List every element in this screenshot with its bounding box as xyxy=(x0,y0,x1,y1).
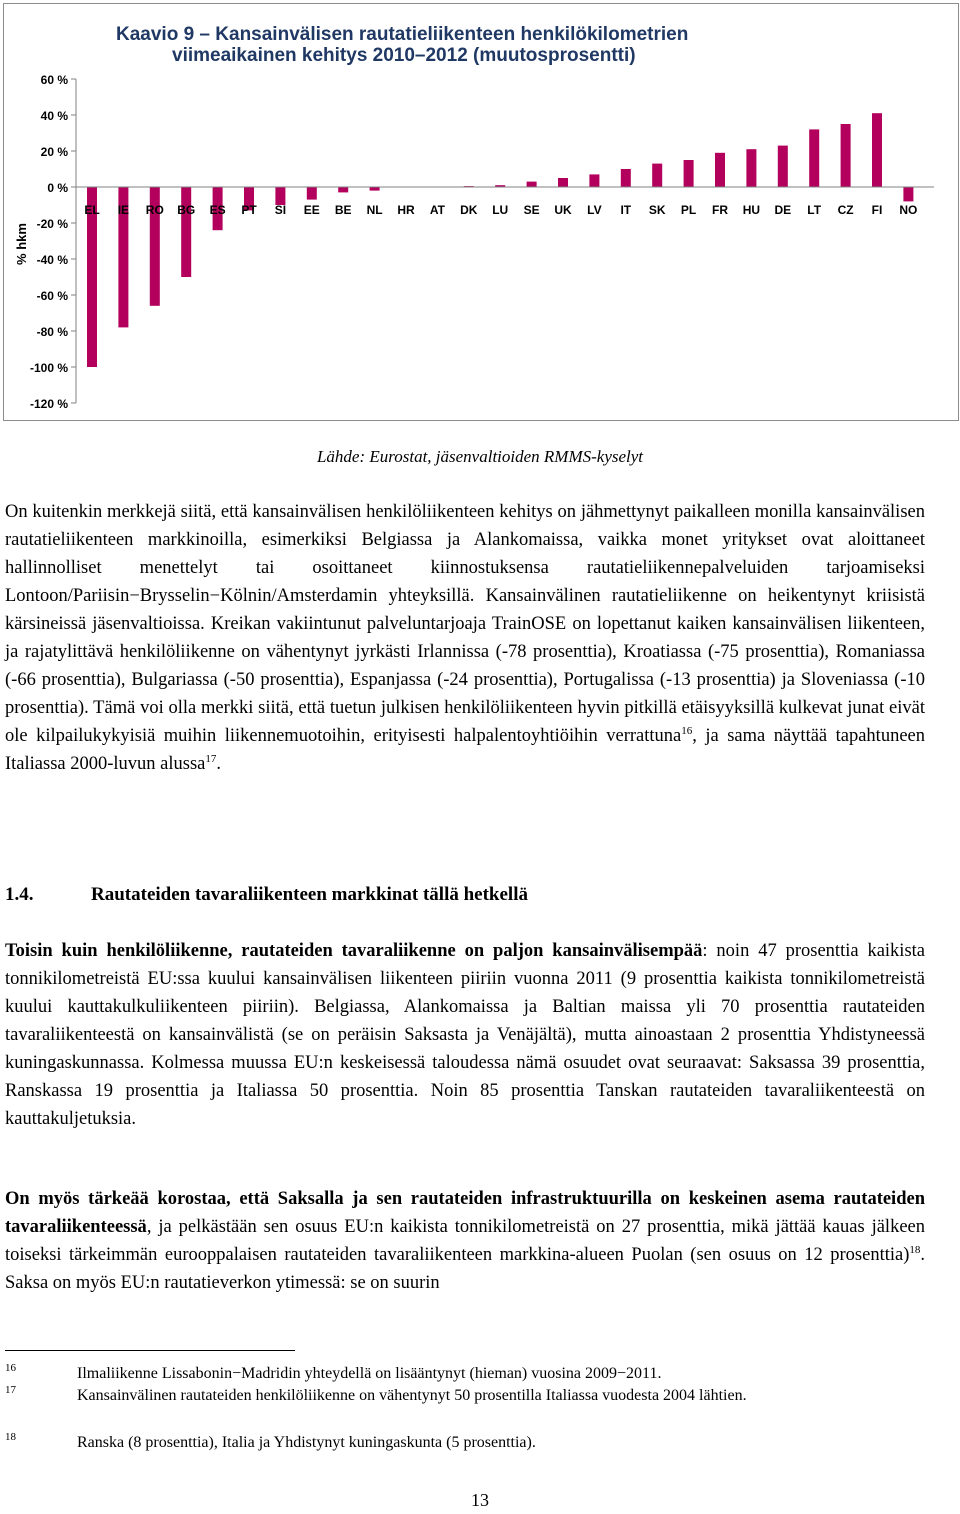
x-tick-label: NO xyxy=(899,203,918,217)
section-title: Rautateiden tavaraliikenteen markkinat tällä hetkellä xyxy=(91,884,528,905)
y-tick-label: -20 % xyxy=(36,217,68,231)
footnote-ref-16[interactable]: 16 xyxy=(681,724,693,737)
chart-plot-area xyxy=(30,73,934,411)
bar-CZ xyxy=(841,124,851,187)
bar-HU xyxy=(746,149,756,187)
x-tick-label: HU xyxy=(742,203,761,217)
x-tick-label: DK xyxy=(460,203,478,217)
x-tick-label: EE xyxy=(303,203,320,217)
y-tick-label: 0 % xyxy=(47,181,68,195)
y-tick-label: -120 % xyxy=(29,397,68,411)
x-tick-label: SI xyxy=(274,203,287,217)
section-number: 1.4. xyxy=(5,884,34,905)
paragraph-1 xyxy=(5,498,925,778)
bar-NO xyxy=(903,187,913,201)
bar-NL xyxy=(370,187,380,191)
bar-BG xyxy=(181,187,191,277)
bar-chart xyxy=(4,4,958,420)
chart-container xyxy=(3,3,959,421)
x-tick-label: BE xyxy=(334,203,352,217)
x-tick-label: FR xyxy=(712,203,728,217)
bar-BE xyxy=(338,187,348,192)
chart-source: Lähde: Eurostat, jäsenvaltioiden RMMS-kyselyt xyxy=(316,447,644,466)
page-number: 13 xyxy=(471,1490,489,1510)
y-tick-label: -60 % xyxy=(36,289,68,303)
x-tick-label: FI xyxy=(871,203,883,217)
bar-FI xyxy=(872,113,882,187)
footnote-17 xyxy=(5,1385,925,1407)
bar-EE xyxy=(307,187,317,200)
footnote-divider xyxy=(5,1350,295,1351)
footnote-ref-17[interactable]: 17 xyxy=(205,752,217,765)
x-tick-label: IT xyxy=(620,203,632,217)
footnote-18 xyxy=(5,1432,925,1454)
x-tick-label: ES xyxy=(209,203,226,217)
footnote-text: Ranska (8 prosenttia), Italia ja Yhdistynyt kuningaskunta (5 prosenttia). xyxy=(77,1434,536,1451)
bar-UK xyxy=(558,178,568,187)
x-tick-label: RO xyxy=(145,203,164,217)
y-tick-label: -80 % xyxy=(36,325,68,339)
x-tick-label: LT xyxy=(807,203,822,217)
paragraph-1-text-cont: , ja sama näyttää tapahtuneen Italiassa 2000-luvun alussa xyxy=(5,726,925,774)
paragraph-1-end: . xyxy=(216,754,221,774)
x-tick-label: CZ xyxy=(837,203,854,217)
footnote-16 xyxy=(5,1363,925,1385)
x-tick-label: SE xyxy=(523,203,540,217)
paragraph-2-text: : noin 47 prosenttia kaikista tonnikilometreistä EU:ssa kuului kansainvälisen liikenteen piiriin vuonna 2011 (9 prosenttia kaikista tonnikilometreistä kuului kauttakulkuliikenteen piiriin). Belgiassa, Alankomaissa ja Baltian maissa yli 70 prosenttia rautateiden tavaraliikenteestä on kansainvälistä (se on peräisin Saksasta ja Venäjältä), mutta ainoastaan 2 prosenttia Yhdistyneessä kuningaskunnassa. Kolmessa muussa EU:n keskeisessä taloudessa nämä osuudet ovat seuraavat: Saksassa 39 prosenttia, Ranskassa 19 prosenttia ja Italiassa 50 prosenttia. Noin 85 prosenttia Tanskan rautateiden tavaraliikenteestä on kauttakuljetuksia. xyxy=(5,941,925,1129)
footnote-text: Kansainvälinen rautateiden henkilöliikenne on vähentynyt 50 prosentilla Italiassa vuodesta 2004 lähtien. xyxy=(77,1387,747,1404)
section-heading xyxy=(5,884,528,906)
paragraph-1-text: On kuitenkin merkkejä siitä, että kansainvälisen henkilöliikenteen kehitys on jähmettynyt paikalleen monilla kansainvälisen rautatieliikenteen markkinoilla, esimerkiksi Belgiassa ja Alankomaissa, vaikka monet yritykset ovat aloittaneet hallinnolliset menettelyt tai osoittaneet kiinnostuksensa rautatieliikennepalveluiden tarjoamiseksi Lontoon/Pariisin−Brysselin−Kölnin/Amsterdamin yhteyksillä. Kansainvälinen rautatieliikenne on heikentynyt kriisistä kärsineissä jäsenvaltioissa. Kreikan vakiintunut palveluntarjoaja TrainOSE on lopettanut kaiken kansainvälisen liikenteen, ja rajatylittävä henkilöliikenne on vähentynyt jyrkästi Irlannissa (-78 prosenttia), Kroatiassa (-75 prosenttia), Romaniassa (-66 prosenttia), Bulgariassa (-50 prosenttia), Espanjassa (-24 prosenttia), Portugalissa (-13 prosenttia) ja Sloveniassa (-10 prosenttia). Tämä voi olla merkki siitä, että tuetun julkisen henkilöliikenteen hyvin pitkillä etäisyyksillä kulkevat junat eivät ole kilpailukykyisiä muihin liikennemuotoihin, erityisesti halpalentoyhtiöihin verrattuna xyxy=(5,502,925,746)
y-tick-label: -40 % xyxy=(36,253,68,267)
x-tick-label: AT xyxy=(429,203,445,217)
x-tick-label: LV xyxy=(587,203,602,217)
bar-LT xyxy=(809,129,819,187)
paragraph-3-bold: On myös tärkeää korostaa, että Saksalla ja sen rautateiden infrastruktuurilla on keskeinen asema rautateiden tavaraliikenteessä xyxy=(5,1189,925,1237)
x-tick-label: NL xyxy=(366,203,383,217)
paragraph-3-text-cont: . Saksa on myös EU:n rautatieverkon ytimessä: se on suurin xyxy=(5,1245,925,1293)
x-tick-label: PL xyxy=(680,203,697,217)
footnote-mark: 16 xyxy=(5,1362,16,1374)
y-tick-label: -100 % xyxy=(29,361,68,375)
paragraph-2 xyxy=(5,937,925,1133)
x-tick-label: DE xyxy=(774,203,792,217)
paragraph-3 xyxy=(5,1185,925,1297)
chart-title-line1: Kaavio 9 – Kansainvälisen rautatieliikenteen henkilökilometrien xyxy=(116,24,689,45)
bar-SK xyxy=(652,164,662,187)
x-tick-label: BG xyxy=(177,203,196,217)
footnote-ref-18[interactable]: 18 xyxy=(909,1243,921,1256)
y-tick-label: 40 % xyxy=(40,109,68,123)
bar-DE xyxy=(778,146,788,187)
paragraph-2-bold: Toisin kuin henkilöliikenne, rautateiden tavaraliikenne on paljon kansainvälisempää xyxy=(5,941,703,961)
x-tick-label: EL xyxy=(84,203,100,217)
x-tick-label: SK xyxy=(648,203,666,217)
x-tick-label: IE xyxy=(117,203,130,217)
bar-FR xyxy=(715,153,725,187)
bar-IT xyxy=(621,169,631,187)
footnote-text: Ilmaliikenne Lissabonin−Madridin yhteydellä on lisääntynyt (hieman) vuosina 2009−2011. xyxy=(77,1365,662,1382)
bar-LV xyxy=(589,174,599,187)
paragraph-3-text: , ja pelkästään sen osuus EU:n kaikista tonnikilometreistä on 27 prosenttia, mikä jättää kauas jälkeen toiseksi tärkeimmän eurooppalaisen rautateiden tavaraliikenteen markkina-alueen Puolan (sen osuus on 12 prosenttia) xyxy=(5,1217,925,1265)
y-tick-label: 20 % xyxy=(40,145,68,159)
y-tick-label: 60 % xyxy=(40,73,68,87)
chart-title-line2: viimeaikainen kehitys 2010–2012 (muutosprosentti) xyxy=(172,45,636,66)
footnote-mark: 17 xyxy=(5,1384,16,1396)
x-tick-label: UK xyxy=(554,203,572,217)
bar-PL xyxy=(684,160,694,187)
x-tick-label: PT xyxy=(241,203,257,217)
x-tick-label: HR xyxy=(397,203,415,217)
x-tick-label: LU xyxy=(492,203,509,217)
bar-SE xyxy=(527,182,537,187)
footnote-mark: 18 xyxy=(5,1431,16,1443)
chart-ylabel: % hkm xyxy=(14,223,29,265)
